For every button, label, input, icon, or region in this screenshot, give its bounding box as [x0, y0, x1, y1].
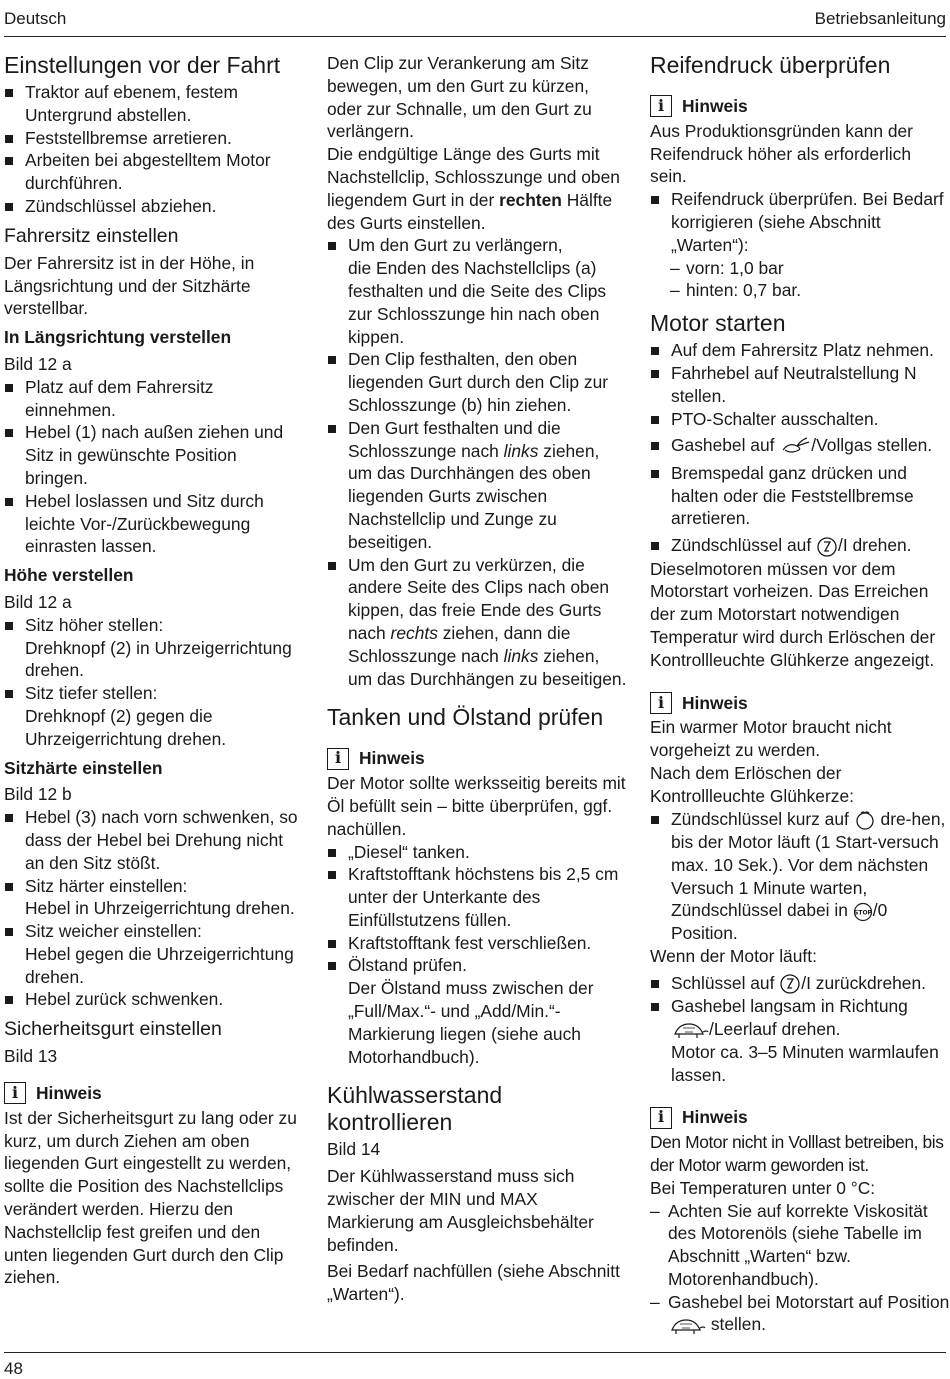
item-label: Sitz höher stellen: [25, 614, 164, 635]
heading-kuehlwasser: Kühlwasserstand kontrollieren [327, 1082, 503, 1136]
reifen-hinweis-text: Aus Produktionsgründen kann der Reifendruck höher als erforderlich sein. [650, 120, 913, 187]
warm-hinweis-text: Ein warmer Motor braucht nicht vorgeheizt zu werden. [650, 717, 892, 761]
hinweis-heading [650, 692, 950, 715]
tank-list [327, 841, 627, 1069]
list-item [650, 995, 950, 1086]
kuehl-text: Der Kühlwasserstand muss sich zwischer der MIN und MAX Markierung am Ausgleichsbehälter befinden. [327, 1166, 594, 1255]
text-run: Gashebel langsam in Richtung [671, 996, 908, 1017]
item-detail: Drehknopf (2) in Uhrzeigerrichtung drehen. [25, 637, 292, 681]
list-item: Hebel zurück schwenken. [4, 988, 304, 1011]
reifen-sublist [650, 257, 950, 303]
figure-reference: Bild 12 b [4, 784, 72, 805]
text-run: Um den Gurt zu verkürzen, die andere Seite des Clips nach oben kippen, das freie Ende des Gurts nach [348, 554, 610, 643]
info-icon: i [327, 748, 349, 770]
hoehe-list [4, 614, 304, 751]
preheat-icon [854, 809, 876, 831]
hinweis-heading [4, 1082, 304, 1105]
list-item [650, 972, 950, 995]
turtle-icon [671, 1020, 709, 1040]
page-footer [4, 1352, 946, 1379]
ignition-on-icon [816, 536, 838, 558]
list-item: Hebel (1) nach außen ziehen und Sitz in gewünschte Position bringen. [4, 421, 304, 489]
heading-motor-starten: Motor starten [650, 310, 786, 337]
figure-reference: Bild 12 a [4, 591, 72, 612]
heading-fahrersitz: Fahrersitz einstellen [4, 224, 179, 247]
reifen-list [650, 188, 950, 256]
hinweis-label: Hinweis [36, 1083, 102, 1104]
hinweis-label: Hinweis [682, 96, 748, 116]
hinweis-label: Hinweis [682, 1107, 748, 1128]
item-detail: Hebel gegen die Uhrzeigerrichtung drehen. [25, 943, 294, 987]
svg-text:STOP: STOP [853, 909, 872, 917]
stop-icon [853, 902, 873, 922]
info-icon: i [650, 692, 672, 714]
list-item: Auf dem Fahrersitz Platz nehmen. [650, 339, 950, 362]
hinweis-label: Hinweis [682, 692, 748, 713]
item-label: Ölstand prüfen. [348, 955, 467, 976]
diesel-text: Dieselmotoren müssen vor dem Motorstart vorheizen. Das Erreichen der zum Motorstart notwendigen Temperatur wird durch Erlöschen der Kontrollleuchte Glühkerze angezeigt. [650, 558, 936, 670]
turtle-icon [668, 1316, 706, 1336]
page-header [4, 0, 946, 37]
hinweis-heading [650, 1106, 950, 1129]
list-item: Zündschlüssel abziehen. [4, 195, 304, 218]
tank-hinweis-text: Der Motor sollte werksseitig bereits mit Öl befüllt sein – bitte überprüfen, ggf. nachüllen. [327, 773, 626, 839]
list-item [327, 417, 627, 554]
list-item: Feststellbremse arretieren. [4, 127, 304, 150]
item-detail: Der Ölstand muss zwischen der „Full/Max.“- und „Add/Min.“-Markierung liegen (siehe auch Motorhandbuch). [348, 978, 594, 1067]
list-item [4, 682, 304, 750]
list-item [650, 1291, 950, 1337]
item-label: Um den Gurt zu verlängern, [348, 235, 563, 256]
heading-tanken: Tanken und Ölstand prüfen [327, 704, 604, 731]
wenn-motor-laeuft: Wenn der Motor läuft: [650, 945, 817, 966]
text-run: Hälfte des Gurts einstellen. [327, 189, 613, 233]
item-detail: Motor ca. 3–5 Minuten warmlaufen lassen. [671, 1041, 939, 1085]
zuend-list [650, 808, 950, 945]
text-run: /Vollgas stellen. [811, 435, 933, 456]
clip-text: Den Clip zur Verankerung am Sitz bewegen, um den Gurt zu kürzen, oder zur Schnalle, um den Gurt zu verlängern. [327, 53, 592, 142]
list-item [650, 808, 950, 945]
heading-sitzhaerte: Sitzhärte einstellen [4, 757, 163, 778]
list-item: Kraftstofftank fest verschließen. [327, 932, 627, 955]
hinweis-heading [650, 95, 950, 118]
text-italic: links [503, 645, 539, 666]
list-item: Hebel (3) nach vorn schwenken, so dass der Hebel bei Drehung nicht an den Sitz stößt. [4, 806, 304, 874]
text-run: ziehen, um das Durchhängen des oben liegenden Gurts zwischen Nachstellclip und Zunge zu beseitigen. [348, 440, 600, 552]
header-language: Deutsch [4, 9, 67, 28]
item-label: Sitz härter einstellen: [25, 875, 188, 896]
rabbit-icon [779, 436, 811, 458]
list-item [4, 614, 304, 682]
column-1 [4, 52, 304, 1289]
column-2 [327, 52, 627, 1306]
text-run: /I drehen. [838, 535, 912, 556]
heading-hoehe: Höhe verstellen [4, 565, 134, 586]
text-run: Den Gurt festhalten und die Schlosszunge nach [348, 417, 561, 461]
item-label: Sitz weicher einstellen: [25, 921, 202, 942]
list-item: – vorn: 1,0 bar [650, 257, 950, 280]
page-number: 48 [4, 1359, 23, 1378]
list-item: Traktor auf ebenem, festem Untergrund abstellen. [4, 81, 304, 127]
gurt-list [327, 234, 627, 690]
list-item: PTO-Schalter ausschalten. [650, 408, 950, 431]
text-run: stellen. [710, 1314, 766, 1335]
list-item: Platz auf dem Fahrersitz einnehmen. [4, 376, 304, 422]
item-detail: die Enden des Nachstellclips (a) festhalten und die Seite des Clips zur Schlosszunge hin nach oben kippen. [348, 258, 607, 347]
item-detail: Drehknopf (2) gegen die Uhrzeigerrichtung drehen. [25, 705, 227, 749]
haerte-list [4, 806, 304, 1011]
item-label: Sitz tiefer stellen: [25, 683, 158, 704]
item-detail: Hebel in Uhrzeigerrichtung drehen. [25, 898, 295, 919]
text-run: Schlüssel auf [671, 972, 775, 993]
volllast-hinweis-text: Den Motor nicht in Volllast betreiben, bis der Motor warm geworden ist. [650, 1132, 944, 1175]
heading-sicherheitsgurt: Sicherheitsgurt einstellen [4, 1018, 222, 1041]
list-item: – hinten: 0,7 bar. [650, 279, 950, 302]
text-run: Zündschlüssel auf [671, 535, 812, 556]
text-run: Gashebel bei Motorstart auf Position [668, 1291, 950, 1312]
ignition-on-icon [779, 973, 801, 995]
text-run: /0 Position. [671, 900, 888, 944]
figure-reference: Bild 13 [4, 1046, 58, 1067]
text-run: Gashebel auf [671, 435, 775, 456]
column-3 [650, 52, 950, 1336]
list-item: Arbeiten bei abgestelltem Motor durchführen. [4, 149, 304, 195]
list-item: Den Clip festhalten, den oben liegenden Gurt durch den Clip zur Schlosszunge (b) hin ziehen. [327, 348, 627, 416]
header-title: Betriebsanleitung [814, 9, 946, 28]
text-italic: links [503, 440, 539, 461]
einstellungen-list [4, 81, 304, 218]
hinweis-label: Hinweis [359, 748, 425, 769]
list-item: Hebel loslassen und Sitz durch leichte Vor-/Zurückbewegung einrasten lassen. [4, 490, 304, 558]
gurt-laenge-text [327, 143, 627, 234]
text-italic: rechts [390, 622, 438, 643]
hinweis-heading [327, 747, 627, 770]
list-item: Bremspedal ganz drücken und halten oder die Feststellbremse arretieren. [650, 462, 950, 530]
temperatur-list [650, 1200, 950, 1337]
list-item: „Diesel“ tanken. [327, 841, 627, 864]
list-item [4, 920, 304, 988]
temperatur-text: Bei Temperaturen unter 0 °C: [650, 1177, 876, 1198]
lauf-list [650, 972, 950, 1087]
list-item [327, 234, 627, 348]
list-item: Reifendruck überprüfen. Bei Bedarf korrigieren (siehe Abschnitt „Warten“): [650, 188, 950, 256]
info-icon: i [4, 1082, 26, 1104]
figure-reference: Bild 12 a [4, 353, 72, 374]
list-item [4, 875, 304, 921]
list-item [650, 534, 950, 557]
list-item: Fahrhebel auf Neutralstellung N stellen. [650, 362, 950, 408]
heading-laengsrichtung: In Längsrichtung verstellen [4, 327, 232, 348]
list-item: Kraftstofftank höchstens bis 2,5 cm unter der Unterkante des Einfüllstutzens füllen. [327, 863, 627, 931]
info-icon: i [650, 1107, 672, 1129]
gurt-hinweis-text: Ist der Sicherheitsgurt zu lang oder zu kurz, um durch Ziehen am oben liegenden Gurt eingestellt zu werden, sollte die Position des Nachstellclips verändert werden. Hierzu den Nachstellclip fest greifen und den unten liegenden Gurt durch den Clip ziehen. [4, 1107, 297, 1288]
text-run: /Leerlauf drehen. [709, 1018, 841, 1039]
text-run: dre-hen, bis der Motor läuft (1 Start-versuch max. 10 Sek.). Vor dem nächsten Versuch 1 Minute warten, Zündschlüssel dabei in [671, 808, 946, 921]
text-run: Die endgültige Länge des Gurts mit Nachstellclip, Schlosszunge und oben liegendem Gurt in der [327, 144, 620, 210]
motor-list [650, 339, 950, 557]
text-run: ziehen, dann die Schlosszunge nach [348, 622, 571, 666]
kuehl-nachfuellen-text: Bei Bedarf nachfüllen (siehe Abschnitt „Warten“). [327, 1261, 620, 1305]
heading-einstellungen: Einstellungen vor der Fahrt [4, 52, 281, 78]
info-icon: i [650, 95, 672, 117]
heading-reifendruck: Reifendruck überprüfen [650, 52, 891, 78]
text-run: ziehen, um das Durchhängen zu beseitigen. [348, 645, 627, 689]
gluehkerze-text: Nach dem Erlöschen der Kontrollleuchte Glühkerze: [650, 762, 854, 806]
list-item [327, 954, 627, 1068]
list-item [650, 434, 950, 457]
list-item: – Achten Sie auf korrekte Viskosität des Motorenöls (siehe Tabelle im Abschnitt „Warten“ bzw. Motorenhandbuch). [650, 1200, 950, 1291]
fahrersitz-text: Der Fahrersitz ist in der Höhe, in Längsrichtung und der Sitzhärte verstellbar. [4, 252, 255, 319]
laengs-list [4, 376, 304, 558]
list-item [327, 554, 627, 691]
figure-reference: Bild 14 [327, 1139, 381, 1160]
text-run: Zündschlüssel kurz auf [671, 808, 849, 829]
text-bold: rechten [499, 189, 562, 210]
text-run: /I zurückdrehen. [801, 972, 926, 993]
